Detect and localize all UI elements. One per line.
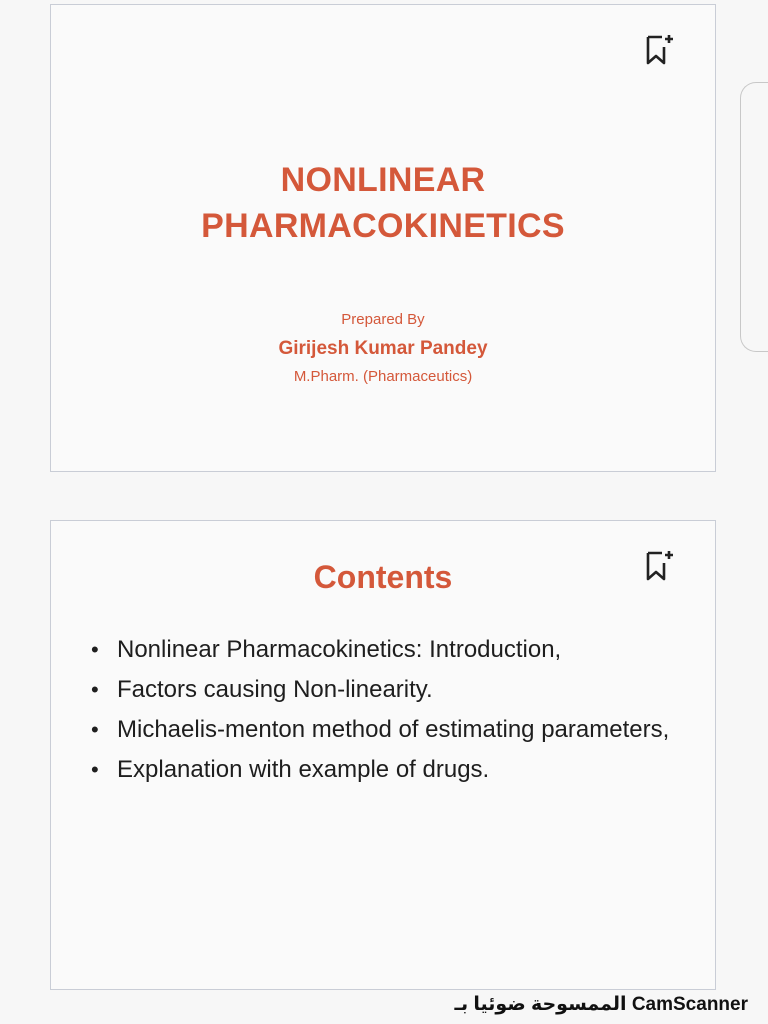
author-name: Girijesh Kumar Pandey xyxy=(278,338,488,359)
bullet-icon: • xyxy=(91,677,99,702)
list-item-text: Explanation with example of drugs. xyxy=(117,756,490,783)
bookmark-add-icon[interactable] xyxy=(645,33,675,67)
list-item xyxy=(89,713,685,746)
bullet-icon: • xyxy=(91,717,99,742)
bullet-icon: • xyxy=(91,637,99,662)
camscanner-watermark: الممسوحة ضوئيا بـ CamScanner xyxy=(454,994,748,1015)
slide-contents xyxy=(50,520,716,990)
prepared-by-label: Prepared By xyxy=(341,311,425,328)
bullet-icon: • xyxy=(91,757,99,782)
slide-title xyxy=(50,4,716,472)
author-qualification: M.Pharm. (Pharmaceutics) xyxy=(293,368,473,385)
contents-list xyxy=(89,633,685,793)
list-item-text: Factors causing Non-linearity. xyxy=(117,676,433,703)
scroll-handle[interactable] xyxy=(740,82,768,352)
title-line-1: NONLINEAR xyxy=(280,161,486,199)
list-item xyxy=(89,673,685,706)
list-item xyxy=(89,753,685,786)
list-item-text: Nonlinear Pharmacokinetics: Introduction, xyxy=(117,636,562,663)
list-item-text: Michaelis-menton method of estimating parameters, xyxy=(117,716,670,743)
title-line-2: PHARMACOKINETICS xyxy=(201,207,565,245)
slide-main-title xyxy=(51,157,715,249)
list-item xyxy=(89,633,685,666)
contents-heading: Contents xyxy=(313,559,453,595)
